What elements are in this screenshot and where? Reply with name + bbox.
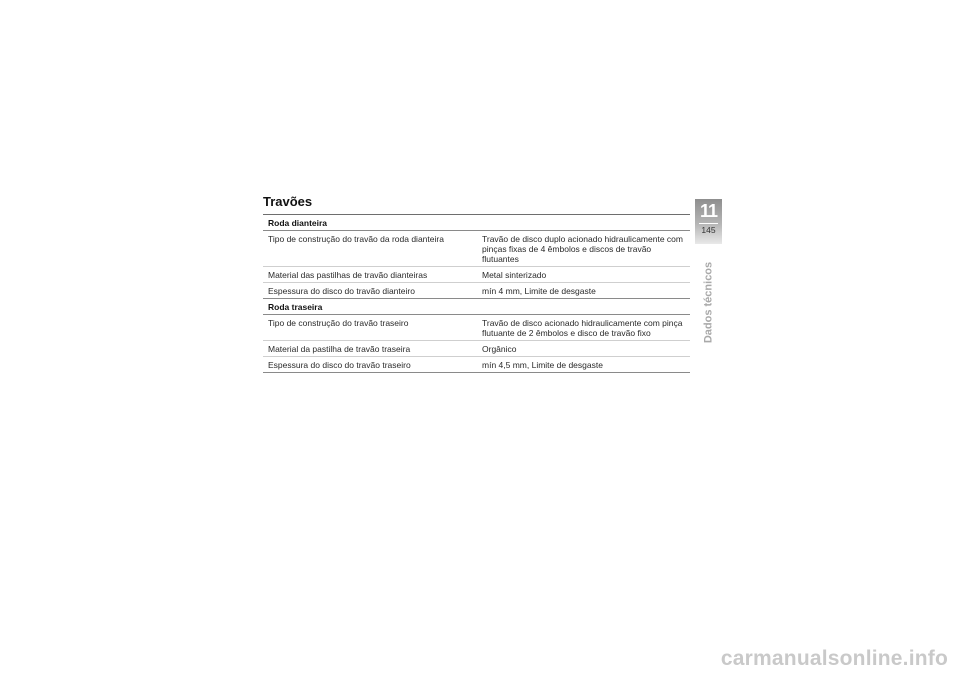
brakes-spec-table (263, 214, 690, 373)
row-label: Espessura do disco do travão dianteiro (268, 286, 415, 296)
table-row (263, 283, 690, 299)
row-label: Espessura do disco do travão traseiro (268, 360, 411, 370)
section-heading-rear-wheel: Roda traseira (263, 299, 690, 315)
page-title: Travões (263, 194, 313, 209)
table-row (263, 267, 690, 283)
row-value: Travão de disco acionado hidraulicamente com pinça flutuante de 2 êmbolos e disco de travão fixo (476, 315, 690, 340)
row-label: Tipo de construção do travão da roda dianteira (268, 234, 444, 244)
row-value: mín 4,5 mm, Limite de desgaste (476, 357, 690, 372)
table-row (263, 315, 690, 341)
row-label: Tipo de construção do travão traseiro (268, 318, 409, 328)
row-label: Material da pastilha de travão traseira (268, 344, 411, 354)
row-value: mín 4 mm, Limite de desgaste (476, 283, 690, 298)
section-heading-front-wheel: Roda dianteira (263, 215, 690, 231)
chapter-tab (695, 199, 722, 244)
chapter-number: 11 (699, 201, 718, 221)
chapter-divider (699, 223, 718, 224)
row-value: Orgânico (476, 341, 690, 356)
row-label: Material das pastilhas de travão dianteiras (268, 270, 428, 280)
table-row (263, 341, 690, 357)
table-row (263, 231, 690, 267)
page-number: 145 (701, 225, 716, 235)
table-row (263, 357, 690, 373)
row-value: Travão de disco duplo acionado hidraulicamente com pinças fixas de 4 êmbolos e discos de travão flutuantes (476, 231, 690, 266)
row-value: Metal sinterizado (476, 267, 690, 282)
chapter-caption: Dados técnicos (702, 261, 715, 344)
watermark: carmanualsonline.info (720, 647, 948, 670)
